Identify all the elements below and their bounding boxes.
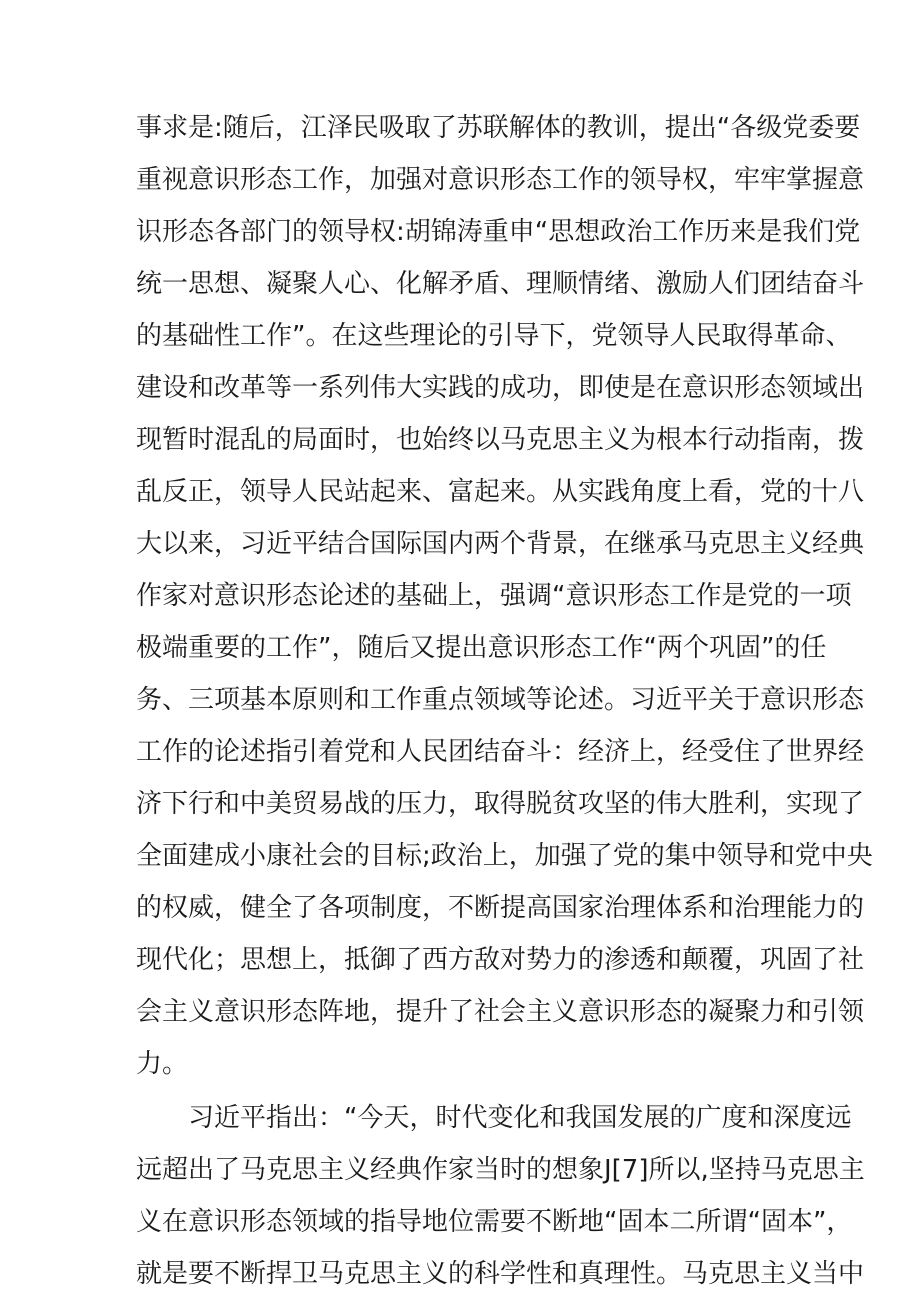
text-line: 识形态各部门的领导权:胡锦涛重申“思想政治工作历来是我们党 — [136, 217, 861, 247]
text-line: 重视意识形态工作，加强对意识形态工作的领导权，牢牢掌握意 — [136, 165, 865, 195]
text-line: 的权威，健全了各项制度，不断提高国家治理体系和治理能力的 — [136, 893, 865, 923]
text-line: 全面建成小康社会的目标;政治上，加强了党的集中领导和党中央 — [136, 841, 873, 871]
text-line: 会主义意识形态阵地，提升了社会主义意识形态的凝聚力和引领 — [136, 997, 865, 1027]
text-line: 极端重要的工作”，随后又提出意识形态工作“两个巩固”的任 — [136, 633, 827, 663]
text-line: 建设和改革等一系列伟大实践的成功，即使是在意识形态领域出 — [136, 373, 865, 403]
text-line: 事求是:随后，江泽民吸取了苏联解体的教训，提出“各级党委要 — [136, 113, 861, 143]
text-line: 现代化；思想上，抵御了西方敌对势力的渗透和颠覆，巩固了社 — [136, 945, 865, 975]
text-line: 现暂时混乱的局面时，也始终以马克思主义为根本行动指南，拨 — [136, 425, 865, 455]
text-line: 远超出了马克思主义经典作家当时的想象J[7]所以,坚持马克思主 — [136, 1155, 865, 1185]
text-line: 义在意识形态领域的指导地位需要不断地“固本二所谓“固本”， — [136, 1207, 853, 1237]
text-line: 济下行和中美贸易战的压力，取得脱贫攻坚的伟大胜利，实现了 — [136, 789, 865, 819]
text-line: 力。 — [136, 1049, 189, 1079]
text-line: 统一思想、凝聚人心、化解矛盾、理顺情绪、激励人们团结奋斗 — [136, 269, 865, 299]
text-line: 就是要不断捍卫马克思主义的科学性和真理性。马克思主义当中 — [136, 1259, 865, 1289]
text-line: 务、三项基本原则和工作重点领域等论述。习近平关于意识形态 — [136, 685, 865, 715]
text-line: 作家对意识形态论述的基础上，强调“意识形态工作是党的一项 — [136, 581, 852, 611]
text-line: 的基础性工作”。在这些理论的引导下，党领导人民取得革命、 — [136, 321, 852, 351]
paragraph-first-line: 习近平指出：“今天，时代变化和我国发展的广度和深度远 — [188, 1103, 852, 1133]
text-line: 工作的论述指引着党和人民团结奋斗：经济上，经受住了世界经 — [136, 737, 865, 767]
text-line: 乱反正，领导人民站起来、富起来。从实践角度上看，党的十八 — [136, 477, 865, 507]
text-line: 大以来，习近平结合国际国内两个背景，在继承马克思主义经典 — [136, 529, 865, 559]
